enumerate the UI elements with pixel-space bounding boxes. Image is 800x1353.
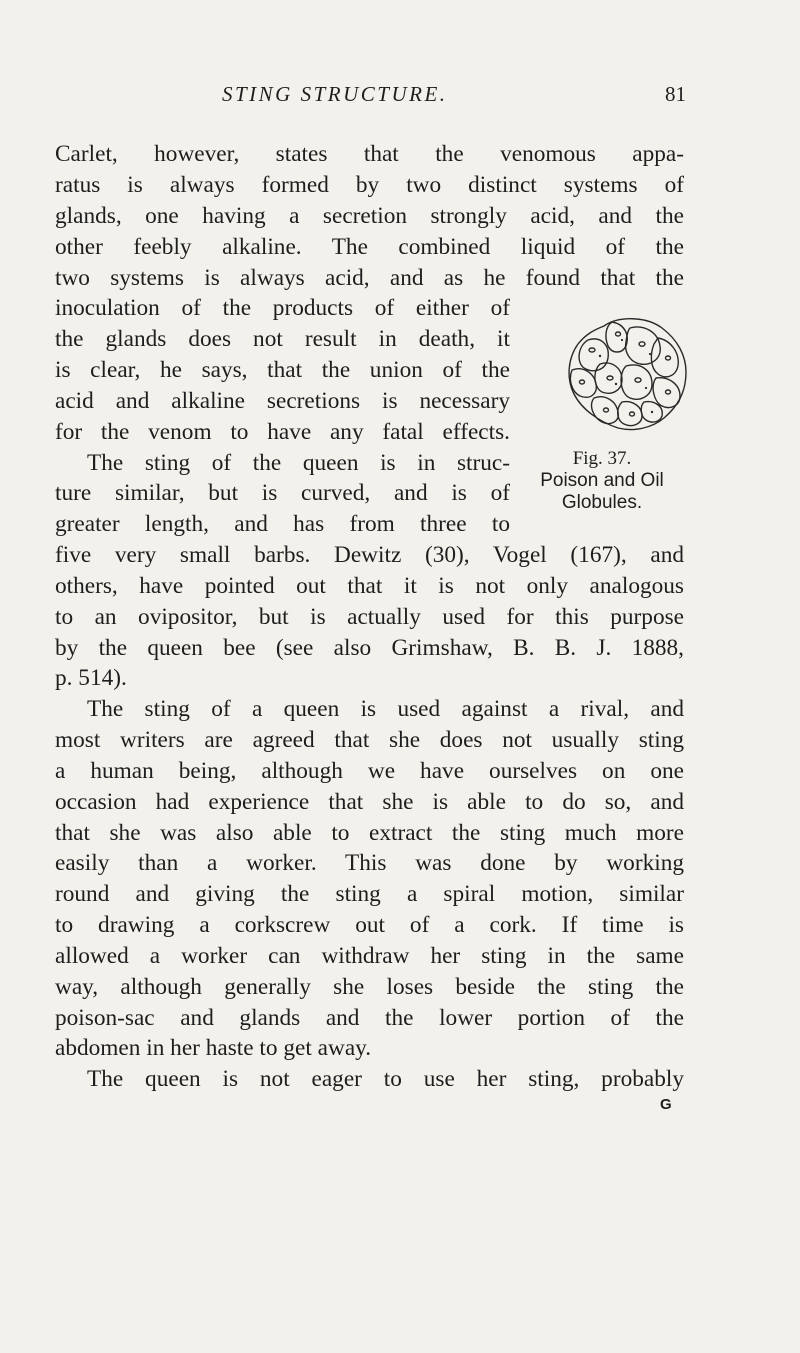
text-line: poison-sac and glands and the lower portion of the <box>55 1005 684 1031</box>
text-line: a human being, although we have ourselves on one <box>55 758 684 784</box>
text-line: easily than a worker. This was done by working <box>55 850 684 876</box>
text-line: other feebly alkaline. The combined liquid of the <box>55 234 684 260</box>
text-line: two systems is always acid, and as he found that the <box>55 265 684 291</box>
text-line: Carlet, however, states that the venomous appa- <box>55 141 684 167</box>
text-line: most writers are agreed that she does not usually sting <box>55 727 684 753</box>
figure-37 <box>560 314 730 469</box>
text-line: others, have pointed out that it is not only analogous <box>55 573 684 599</box>
text-line: The sting of the queen is in struc- <box>87 450 510 476</box>
text-line: for the venom to have any fatal effects. <box>55 419 510 445</box>
figure-caption-line: Globules. <box>561 492 643 513</box>
text-line: occasion had experience that she is able to do so, and <box>55 789 684 815</box>
text-line: acid and alkaline secretions is necessary <box>55 388 510 414</box>
running-head: STING STRUCTURE. <box>222 82 448 106</box>
text-line: greater length, and has from three to <box>55 511 510 537</box>
text-line: the glands does not result in death, it <box>55 326 510 352</box>
text-line: p. 514). <box>55 665 127 691</box>
figure-caption-line: Poison and Oil <box>540 470 664 491</box>
page-number: 81 <box>665 82 686 106</box>
text-line: by the queen bee (see also Grimshaw, B. B. J. 1888, <box>55 635 684 661</box>
text-line: The sting of a queen is used against a rival, and <box>87 696 684 722</box>
text-line: is clear, he says, that the union of the <box>55 357 510 383</box>
text-line: round and giving the sting a spiral motion, similar <box>55 881 684 907</box>
text-line: glands, one having a secretion strongly acid, and the <box>55 203 684 229</box>
text-line: way, although generally she loses beside the sting the <box>55 974 684 1000</box>
text-line: five very small barbs. Dewitz (30), Vogel (167), and <box>55 542 684 568</box>
text-line: The queen is not eager to use her sting, probably <box>87 1066 684 1092</box>
text-line: allowed a worker can withdraw her sting in the same <box>55 943 684 969</box>
figure-label: Fig. 37. <box>572 448 632 469</box>
page-header <box>222 82 686 112</box>
signature-mark: G <box>660 1096 672 1113</box>
text-line: ratus is always formed by two distinct systems of <box>55 172 684 198</box>
text-line: inoculation of the products of either of <box>55 295 510 321</box>
text-line: that she was also able to extract the sting much more <box>55 820 684 846</box>
text-line: to an ovipositor, but is actually used for this purpose <box>55 604 684 630</box>
poison-globules-illustration <box>560 314 690 434</box>
text-line: ture similar, but is curved, and is of <box>55 480 510 506</box>
text-line: abdomen in her haste to get away. <box>55 1035 372 1061</box>
text-line: to drawing a corkscrew out of a cork. If time is <box>55 912 684 938</box>
figure-caption <box>502 448 702 514</box>
